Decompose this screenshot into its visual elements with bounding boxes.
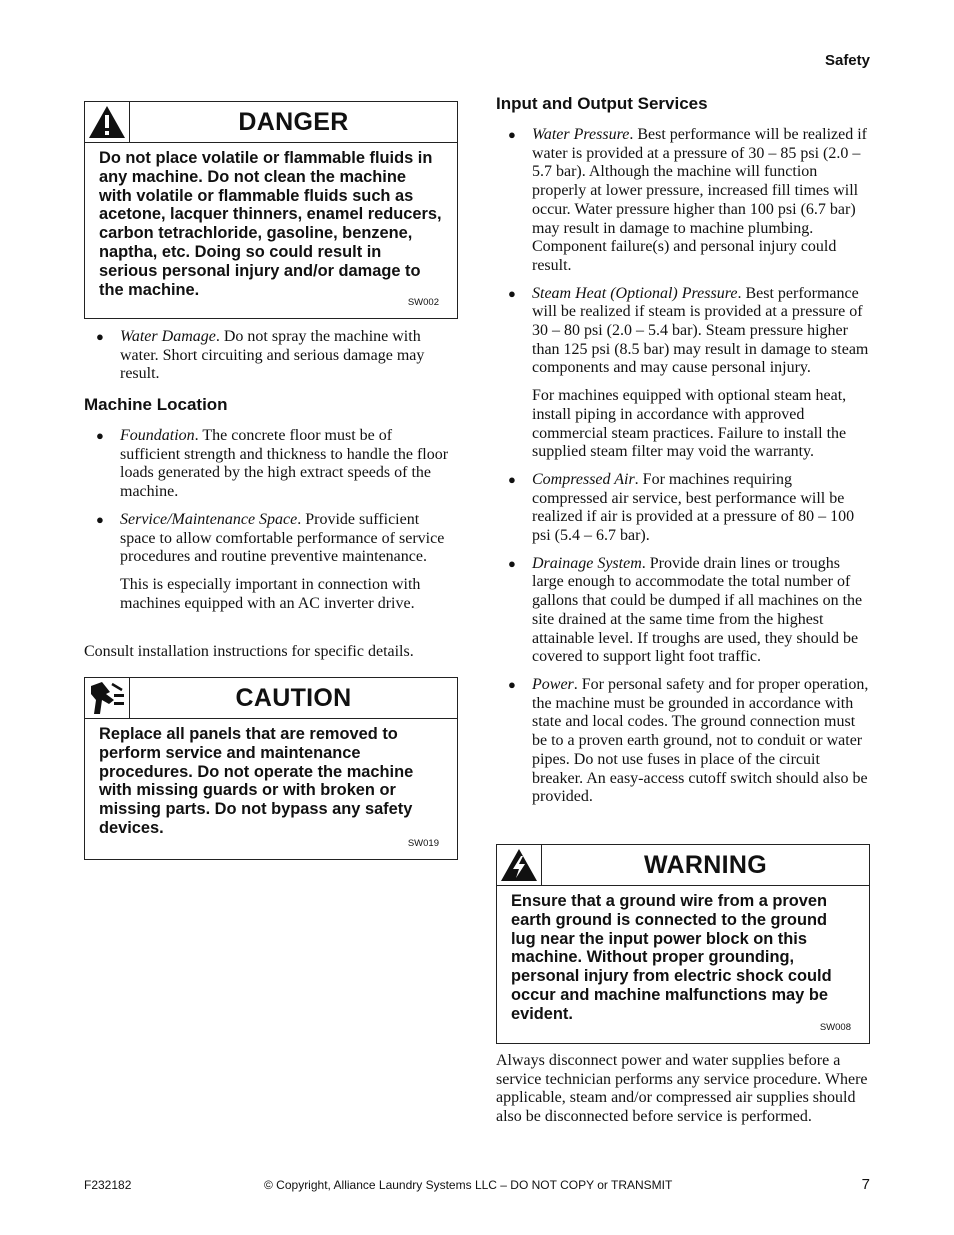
list-item: ● Water Pressure. Best performance will be realized if water is provided at a pressure of 30 – 85 psi (2.0 – 5.7 bar). Although the machine will function properly at lower pressure, increased fill times will occur. Water pressure higher than 100 psi (6.7 bar) may result in damage to machine plumbing. Component failure(s) and personal injury could result. — [508, 126, 867, 274]
warning-title: WARNING — [644, 851, 767, 879]
item-text: . Provide sufficient space to allow comfortable performance of service procedures and routine preventive maintenance. — [120, 510, 445, 566]
electric-shock-icon — [497, 845, 542, 885]
warning-code: SW008 — [819, 1022, 851, 1033]
item-text: . For machines requiring compressed air service, best performance will be realized if air is provided at a pressure of 80 – 100 psi (5.4 – 6.7 bar). — [532, 470, 855, 545]
list-item: ● Steam Heat (Optional) Pressure. Best performance will be realized if steam is provided at a pressure of 30 – 80 psi (2.0 – 5.4 bar). Steam pressure higher than 125 psi (8.5 bar) may result in damage to steam components and may cause personal injury. For machines equipped with optional steam heat, install piping in accordance with approved commercial steam practices. Failure to install the supplied steam filter may void the warranty. — [508, 284, 869, 461]
item-term: Steam Heat (Optional) Pressure — [532, 284, 738, 302]
caution-box — [84, 677, 458, 860]
caution-message: Replace all panels that are removed to perform service and maintenance procedures. Do not operate the machine with missing guards or with broken or missing parts. Do not bypass any safety devices. — [99, 725, 414, 837]
list-item: ● Service/Maintenance Space. Provide sufficient space to allow comfortable performance of service procedures and routine preventive maintenance. This is especially important in connection with machines equipped with an AC inverter drive. — [84, 511, 454, 614]
input-output-list — [496, 126, 870, 816]
item-text: . Best performance will be realized if water is provided at a pressure of 30 – 85 psi (2.0 – 5.7 bar). Although the machine will function properly at lower pressure, increased fill times will occur. Water pressure higher than 100 psi (6.7 bar) may result in damage to machine plumbing. Component failure(s) and personal injury could result. — [532, 126, 867, 274]
item-text: . Do not spray the machine with water. Short circuiting and serious damage may result. — [120, 328, 425, 383]
danger-message: Do not place volatile or flammable fluids in any machine. Do not clean the machine with volatile or flammable fluids such as acetone, lacquer thinners, enamel reducers, carbon tetrachloride, gasoline, benzene, naptha, etc. Doing so could result in serious personal injury and/or damage to the machine. — [99, 149, 442, 299]
doc-number: F232182 — [84, 1178, 132, 1192]
copyright-notice: © Copyright, Alliance Laundry Systems LLC – DO NOT COPY or TRANSMIT — [264, 1178, 673, 1192]
list-item: ● Drainage System. Provide drain lines or troughs large enough to accommodate the total number of gallons that could be dumped if all machines on the site drained at the same time from the highest attainable level. If troughs are used, they should be covered to support light foot traffic. — [508, 554, 863, 666]
item-term: Service/Maintenance Space — [120, 510, 298, 528]
danger-title: DANGER — [238, 108, 349, 136]
item-extra: This is especially important in connection with machines equipped with an AC inverter drive. — [120, 575, 421, 612]
page-number: 7 — [861, 1176, 870, 1193]
item-term: Water Damage — [120, 328, 216, 345]
disconnect-paragraph: Always disconnect power and water supplies before a service technician performs any service procedure. Where applicable, steam and/or compressed air supplies should also be disconnected before service is performed. — [496, 1052, 868, 1126]
input-output-heading: Input and Output Services — [496, 94, 708, 113]
machine-location-list — [84, 427, 454, 622]
warning-box — [496, 844, 870, 1044]
item-text: . For personal safety and for proper operation, the machine must be grounded in accordance with state and local codes. The ground connection must be to a proven earth ground, not to conduit or water pipes. Do not use fuses in place of the circuit breaker. An easy-access cutoff switch should also be provided. — [532, 675, 869, 806]
item-text: . Provide drain lines or troughs large enough to accommodate the total number of gallons that could be dumped if all machines on the site drained at the same time from the highest attainable level. If troughs are used, they should be covered to support light foot traffic. — [532, 554, 863, 666]
item-text: . The concrete floor must be of sufficient strength and thickness to handle the floor loads generated by the high extract speeds of the machine. — [120, 427, 449, 501]
warning-message: Ensure that a ground wire from a proven earth ground is connected to the ground lug near the input power block on this machine. Without proper grounding, personal injury from electric shock could occur and machine malfunctions may be evident. — [511, 892, 832, 1023]
item-text: . Best performance will be realized if steam is provided at a pressure of 30 – 80 psi (2.0 – 5.4 bar). Steam pressure higher than 125 psi (8.5 bar) may result in damage to steam components and may cause personal injury. — [532, 284, 869, 377]
item-extra: For machines equipped with optional steam heat, install piping in accordance with approved commercial steam practices. Failure to install the supplied steam filter may void the warranty. — [532, 387, 847, 461]
caution-title: CAUTION — [235, 684, 352, 712]
item-term: Foundation — [120, 427, 195, 444]
machine-location-heading: Machine Location — [84, 395, 228, 414]
danger-box — [84, 101, 458, 319]
consult-text: Consult installation instructions for specific details. — [84, 643, 414, 660]
exclamation-triangle-icon — [85, 102, 130, 142]
section-title: Safety — [824, 52, 870, 69]
hand-pinch-icon — [85, 678, 130, 718]
list-item: ● Power. For personal safety and for proper operation, the machine must be grounded in accordance with state and local codes. The ground connection must be to a proven earth ground, not to conduit or water pipes. Do not use fuses in place of the circuit breaker. An easy-access cutoff switch should also be provided. — [508, 675, 869, 806]
list-item: ● Foundation. The concrete floor must be of sufficient strength and thickness to handle the floor loads generated by the high extract speeds of the machine. — [96, 427, 449, 501]
item-term: Compressed Air — [532, 470, 635, 488]
water-damage-list — [84, 328, 454, 393]
list-item: ● Water Damage. Do not spray the machine with water. Short circuiting and serious damage may result. — [96, 328, 425, 383]
item-term: Drainage System — [532, 554, 642, 572]
list-item: ● Compressed Air. For machines requiring compressed air service, best performance will be realized if air is provided at a pressure of 80 – 100 psi (5.4 – 6.7 bar). — [508, 470, 855, 545]
item-term: Water Pressure — [532, 126, 630, 143]
danger-code: SW002 — [407, 297, 439, 308]
item-term: Power — [532, 675, 574, 693]
caution-code: SW019 — [407, 838, 439, 849]
